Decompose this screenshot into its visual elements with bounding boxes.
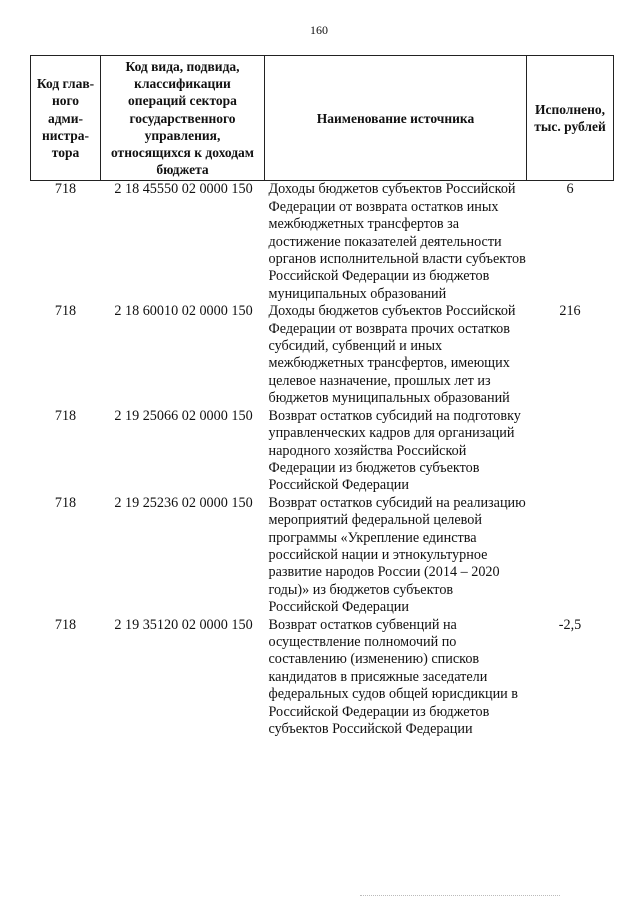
header-row <box>31 56 614 181</box>
header-amount: Исполнено, тыс. рублей <box>527 56 614 181</box>
amount-cell: 6 <box>566 181 574 198</box>
table-row <box>31 495 614 617</box>
amount-cell <box>527 495 614 617</box>
table-body <box>31 181 614 739</box>
kbk-code-cell: 2 19 25066 02 0000 150 <box>114 407 253 424</box>
table-row <box>31 408 614 495</box>
table-row <box>31 617 614 739</box>
table-row <box>31 303 614 407</box>
page-number: 160 <box>310 23 328 37</box>
header-source-name: Наименование источника <box>265 56 527 181</box>
admin-code-cell: 718 <box>54 616 77 633</box>
source-name-cell: Возврат остатков субвенций на осуществление полномочий по составлению (изменению) списков кандидатов в присяжные заседатели федеральных судов общей юрисдикции в Российской Федерации из бюджетов субъектов Российской Федерации <box>268 616 518 738</box>
source-name-cell: Доходы бюджетов субъектов Российской Федерации от возврата прочих остатков субсидий, субвенций и иных межбюджетных трансфертов, имеющих целевое назначение, прошлых лет из бюджетов муниципальных образований <box>268 303 516 407</box>
scan-artifact <box>360 895 560 898</box>
kbk-code-cell: 2 19 25236 02 0000 150 <box>114 494 253 511</box>
admin-code-cell: 718 <box>54 407 77 424</box>
source-name-cell: Возврат остатков субсидий на подготовку управленческих кадров для организаций народного хозяйства Российской Федерации из бюджетов субъектов Российской Федерации <box>268 407 521 494</box>
table-header <box>31 56 614 181</box>
source-name-cell: Доходы бюджетов субъектов Российской Федерации от возврата остатков иных межбюджетных трансфертов за достижение показателей деятельности органов исполнительной власти субъектов Российской Федерации из бюджетов муниципальных образований <box>268 181 526 302</box>
header-admin-code: Код глав-ного адми-нистра-тора <box>31 56 101 181</box>
admin-code-cell: 718 <box>54 181 77 198</box>
source-name-cell: Возврат остатков субсидий на реализацию мероприятий федеральной целевой программы «Укрепление единства российской нации и этнокультурное развитие народов России (2014 – 2020 годы)» из бюджетов субъектов Российской Федерации <box>268 494 526 616</box>
admin-code-cell: 718 <box>54 303 77 320</box>
header-kbk-code: Код вида, подвида, классификации операций сектора государственного управления, относящихся к доходам бюджета <box>101 56 265 181</box>
amount-cell: 216 <box>559 303 581 320</box>
amount-cell: -2,5 <box>558 616 582 633</box>
admin-code-cell: 718 <box>54 494 77 511</box>
amount-cell <box>527 408 614 495</box>
kbk-code-cell: 2 18 60010 02 0000 150 <box>114 303 253 320</box>
sources-table <box>30 55 614 738</box>
table-row <box>31 181 614 303</box>
kbk-code-cell: 2 18 45550 02 0000 150 <box>114 181 253 198</box>
kbk-code-cell: 2 19 35120 02 0000 150 <box>114 616 253 633</box>
